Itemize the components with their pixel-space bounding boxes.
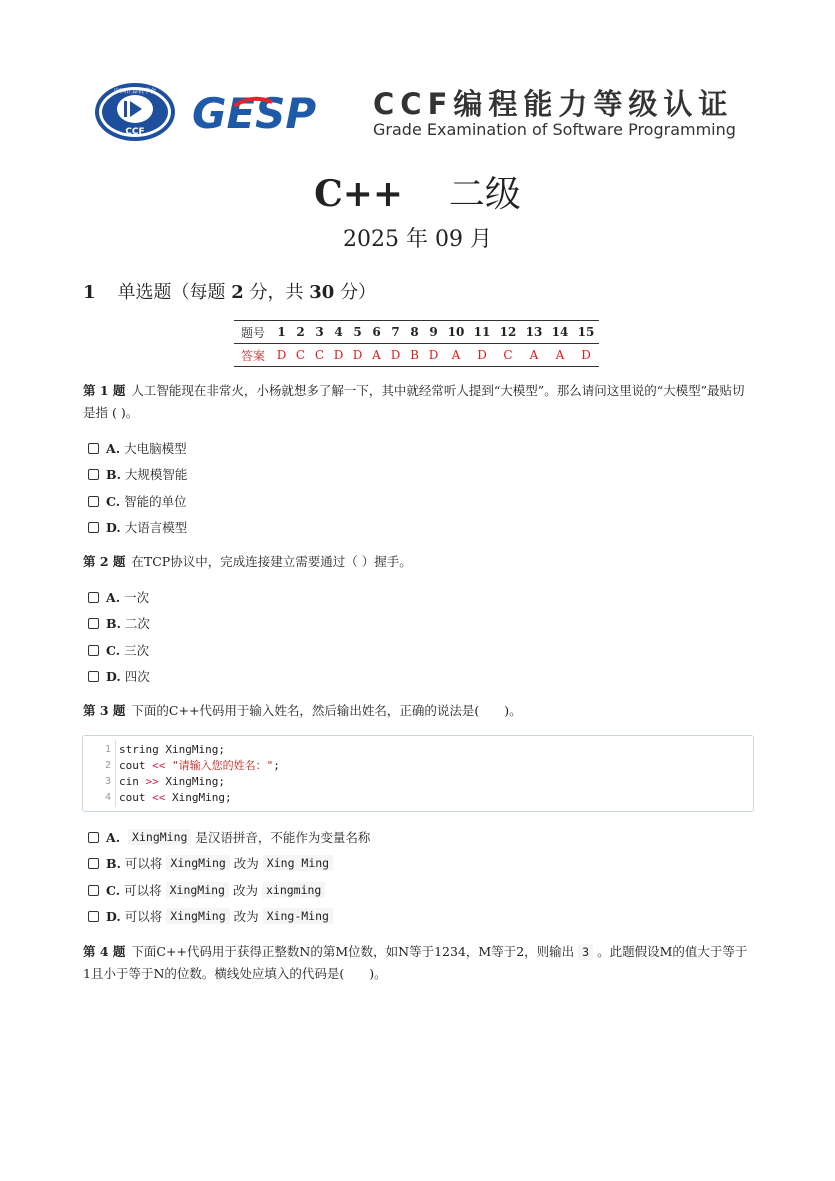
option-text: 二次 (124, 616, 150, 631)
option-text: 智能的单位 (124, 494, 187, 509)
answer-value-cell: C (495, 344, 521, 367)
option-text: 可以将 (124, 909, 163, 924)
code-token: XingMing; (165, 791, 232, 804)
option-text: 三次 (124, 643, 150, 658)
answer-number-cell: 14 (547, 321, 573, 344)
inline-code: XingMing (166, 855, 229, 871)
section-number: 1 (83, 282, 96, 303)
code-token: XingMing; (158, 775, 225, 788)
answer-value-cell: D (329, 344, 348, 367)
q3-option-a[interactable] (88, 827, 370, 847)
option-text: 四次 (124, 669, 150, 684)
option-letter: C. (106, 882, 121, 898)
inline-code: 3 (578, 944, 593, 960)
option-letter: D. (106, 668, 121, 684)
answer-number-cell: 3 (310, 321, 329, 344)
inline-code: Xing-Ming (263, 908, 333, 924)
question-3 (83, 700, 753, 722)
q3-option-c[interactable] (88, 880, 325, 900)
answer-number-cell: 11 (469, 321, 495, 344)
code-token: cin (119, 775, 146, 788)
answer-value-cell: B (405, 344, 424, 367)
option-text: 改为 (232, 883, 258, 898)
code-block (82, 735, 754, 812)
q1-option-a[interactable] (88, 438, 187, 458)
header (94, 82, 754, 144)
code-line (119, 742, 280, 758)
inline-code: XingMing (166, 908, 229, 924)
checkbox[interactable] (88, 469, 99, 480)
checkbox[interactable] (88, 911, 99, 922)
question-text: 人工智能现在非常火，小杨就想多了解一下，其中就经常听人提到“大模型”。那么请问这里说的“大模型”最贴切是指 ( )。 (83, 383, 745, 420)
line-number: 2 (104, 760, 111, 771)
q1-option-b[interactable] (88, 464, 187, 484)
option-text: 是汉语拼音，不能作为变量名称 (195, 830, 371, 845)
brand-en: Grade Examination of Software Programming (373, 120, 736, 139)
code-operator: << (152, 791, 166, 804)
answer-value-cell: D (424, 344, 443, 367)
line-number: 4 (104, 792, 111, 803)
answer-number-cell: 10 (443, 321, 469, 344)
checkbox[interactable] (88, 671, 99, 682)
answer-value-cell: D (573, 344, 599, 367)
code-operator: >> (145, 775, 159, 788)
answer-number-cell: 8 (405, 321, 424, 344)
option-letter: D. (106, 908, 121, 924)
q3-option-d[interactable] (88, 906, 333, 926)
code-string: "请输入您的姓名：" (165, 759, 274, 772)
q2-option-c[interactable] (88, 640, 149, 660)
answer-value-cell: D (348, 344, 367, 367)
q2-option-d[interactable] (88, 666, 150, 686)
ccf-seal-logo (94, 82, 176, 142)
section-post: 分） (340, 282, 377, 303)
answer-table (234, 320, 599, 367)
answer-number-cell: 15 (573, 321, 599, 344)
q2-option-b[interactable] (88, 613, 150, 633)
inline-code: XingMing (128, 829, 191, 845)
option-letter: B. (106, 855, 121, 871)
option-letter: B. (106, 466, 121, 482)
question-label: 第 2 题 (83, 554, 126, 569)
code-token: cout (119, 791, 153, 804)
inline-code: xingming (262, 882, 325, 898)
gesp-logo (192, 88, 346, 136)
code-token: cout (119, 759, 153, 772)
answer-value-cell: D (386, 344, 405, 367)
checkbox[interactable] (88, 858, 99, 869)
section-mid: 分，共 (249, 282, 304, 303)
answer-value-cell: C (310, 344, 329, 367)
question-text: 。此题假设M的值大于等于1且小于等于N的位数。横线处应填入的代码是( )。 (83, 944, 748, 981)
answer-value-cell: A (443, 344, 469, 367)
page-title (0, 166, 835, 217)
code-token: ; (273, 759, 280, 772)
gutter-divider (115, 740, 116, 807)
option-text: 大语言模型 (124, 520, 188, 535)
inline-code: Xing Ming (263, 855, 333, 871)
option-text: 改为 (233, 856, 259, 871)
option-text: 大规模智能 (124, 467, 188, 482)
inline-code: XingMing (166, 882, 229, 898)
answer-number-cell: 13 (521, 321, 547, 344)
brand-cn: CCF编程能力等级认证 (373, 87, 734, 121)
answer-value-cell: C (291, 344, 310, 367)
option-letter: A. (106, 829, 121, 845)
question-label: 第 3 题 (83, 703, 126, 718)
gesp-wordmark: GESP (192, 89, 317, 136)
checkbox[interactable] (88, 443, 99, 454)
question-label: 第 4 题 (83, 944, 126, 959)
option-text: 可以将 (124, 883, 162, 898)
answer-value-cell: A (521, 344, 547, 367)
code-token: string XingMing; (119, 743, 225, 756)
line-number: 1 (104, 744, 111, 755)
option-letter: A. (106, 589, 121, 605)
answer-number-cell: 9 (424, 321, 443, 344)
code-line (119, 774, 280, 790)
answer-value-cell: D (469, 344, 495, 367)
checkbox[interactable] (88, 618, 99, 629)
title-level: 二级 (448, 174, 521, 215)
code-text (119, 742, 280, 806)
section-pre: 单选题（每题 (117, 282, 226, 303)
exam-date: 2025 年 09 月 (343, 227, 492, 252)
answer-number-cell: 7 (386, 321, 405, 344)
title-lang: C++ (314, 173, 404, 215)
answer-row-label: 答案 (234, 344, 272, 367)
option-letter: D. (106, 519, 121, 535)
section-heading (83, 278, 376, 304)
question-label: 第 1 题 (83, 383, 126, 398)
q3-option-b[interactable] (88, 853, 333, 873)
line-number: 3 (104, 776, 111, 787)
option-text: 改为 (233, 909, 259, 924)
q2-option-a[interactable] (88, 587, 149, 607)
option-text: 大电脑模型 (124, 441, 187, 456)
question-2 (83, 551, 753, 573)
q1-option-c[interactable] (88, 491, 187, 511)
question-text: 下面C++代码用于获得正整数N的第M位数，如N等于1234，M等于2，则输出 (131, 944, 575, 959)
answer-header-label: 题号 (234, 321, 272, 344)
code-line (119, 790, 280, 806)
option-text: 一次 (124, 590, 150, 605)
answer-number-cell: 6 (367, 321, 386, 344)
code-line (119, 758, 280, 774)
answer-value-cell: A (547, 344, 573, 367)
option-letter: C. (106, 493, 121, 509)
answer-number-cell: 5 (348, 321, 367, 344)
question-4 (83, 941, 753, 985)
q1-option-d[interactable] (88, 517, 187, 537)
option-letter: A. (106, 440, 121, 456)
answer-number-cell: 1 (272, 321, 291, 344)
question-text: 在TCP协议中，完成连接建立需要通过（ ）握手。 (131, 554, 412, 569)
answer-value-cell: A (367, 344, 386, 367)
checkbox[interactable] (88, 645, 99, 656)
code-operator: << (152, 759, 166, 772)
checkbox[interactable] (88, 832, 99, 843)
line-numbers (83, 742, 111, 806)
seal-text: 中国计算机学会 (113, 88, 157, 95)
answer-number-cell: 4 (329, 321, 348, 344)
question-1 (83, 380, 753, 424)
answer-number-cell: 12 (495, 321, 521, 344)
section-total: 30 (309, 282, 335, 303)
option-letter: C. (106, 642, 121, 658)
answer-value-cell: D (272, 344, 291, 367)
checkbox[interactable] (88, 885, 99, 896)
seal-abbr: CCF (125, 127, 145, 137)
checkbox[interactable] (88, 496, 99, 507)
answer-number-cell: 2 (291, 321, 310, 344)
question-text: 下面的C++代码用于输入姓名，然后输出姓名，正确的说法是( )。 (131, 703, 522, 718)
option-letter: B. (106, 615, 121, 631)
checkbox[interactable] (88, 522, 99, 533)
option-text: 可以将 (124, 856, 163, 871)
section-points: 2 (231, 282, 244, 303)
checkbox[interactable] (88, 592, 99, 603)
